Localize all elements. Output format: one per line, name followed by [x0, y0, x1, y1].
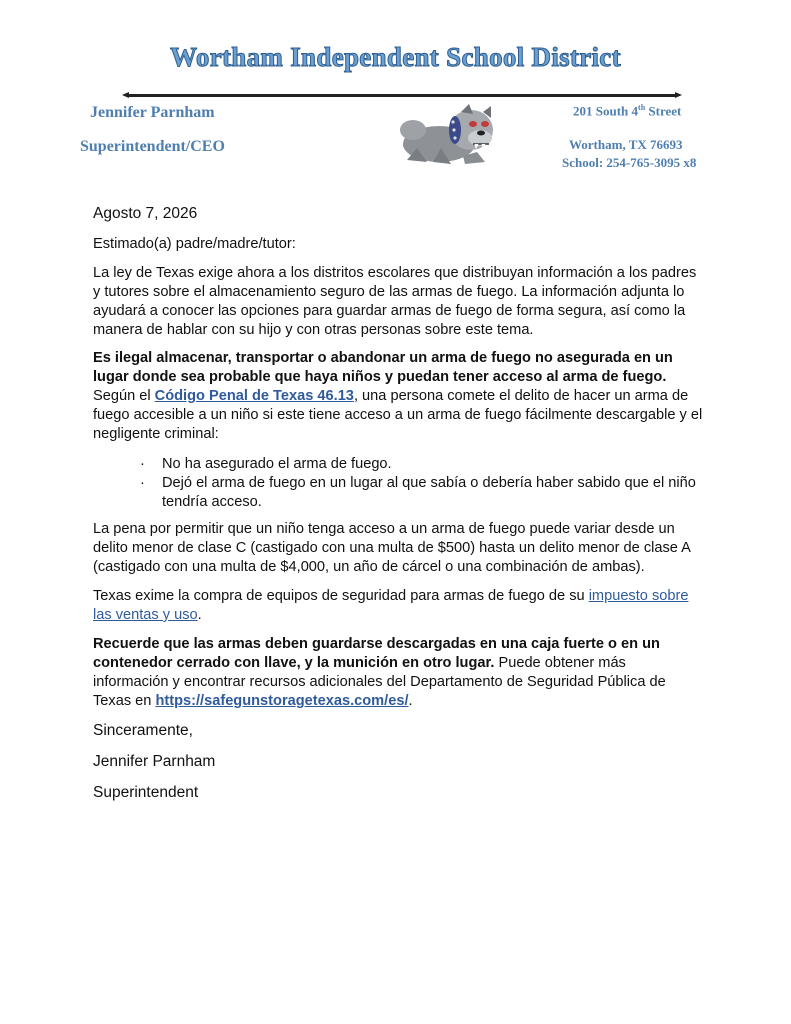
- law-text-rest: , una persona comete el delito de hacer un arma de fuego accesible a un niño si este tiene acceso a un arma de fuego fácilmente descargable y el negligente criminal:: [93, 388, 703, 442]
- address-street-number: 201 South 4: [573, 103, 639, 119]
- tax-text: Texas exime la compra de equipos de seguridad para armas de fuego de su: [93, 588, 589, 604]
- paragraph-intro-text: La ley de Texas exige ahora a los distritos escolares que distribuyan información a los padres y tutores sobre el almacenamiento seguro de las armas de fuego. La información adjunta lo ayudará a conocer las opciones para guardar armas de fuego de forma segura, así como la manera de hablar con su hijo y con otras personas sobre este tema.: [93, 265, 697, 338]
- letter-date: Agosto 7, 2026: [93, 205, 198, 222]
- superintendent-role: Superintendent/CEO: [80, 138, 225, 155]
- list-item-text: Dejó el arma de fuego en un lugar al que sabía o debería haber sabido que el niño tendría acceso.: [162, 475, 696, 510]
- list-item: [140, 474, 700, 512]
- law-text-mid: Según el: [93, 388, 155, 404]
- closing-salutation: Sinceramente,: [93, 722, 193, 739]
- superintendent-name: Jennifer Parnham: [90, 104, 215, 121]
- paragraph-penalty-text: La pena por permitir que un niño tenga acceso a un arma de fuego puede variar desde un delito menor de clase C (castigado con una multa de $500) hasta un delito menor de clase A (castigado con una multa de $4,000, un año de cárcel o una combinación de ambas).: [93, 521, 691, 575]
- bulldog-icon: [393, 100, 505, 168]
- address-street-name: Street: [645, 103, 682, 119]
- penal-code-link[interactable]: Código Penal de Texas 46.13: [154, 388, 354, 404]
- address-line-3: School: 254-765-3095 x8: [562, 155, 697, 170]
- bullet-list: [140, 455, 700, 512]
- address-street-suffix: th: [638, 103, 646, 112]
- paragraph-penalty: [93, 520, 703, 577]
- letterhead-title: Wortham Independent School District: [170, 42, 621, 72]
- bullet-dot: ·: [140, 475, 145, 491]
- address-line-2: Wortham, TX 76693: [569, 137, 683, 152]
- signer-title: Superintendent: [93, 784, 199, 801]
- signer-name: Jennifer Parnham: [93, 753, 216, 770]
- sales-tax-link[interactable]: impuesto sobre las ventas y uso: [93, 588, 689, 623]
- storage-text: Puede obtener más información y encontrar recursos adicionales del Departamento de Seguridad Pública de Texas en: [93, 655, 666, 709]
- storage-reminder-bold: Recuerde que las armas deben guardarse descargadas en una caja fuerte o en un contenedor cerrado con llave, y la munición en otro lugar.: [93, 636, 660, 671]
- paragraph-storage: [93, 635, 703, 711]
- tax-text-end: .: [197, 607, 202, 623]
- storage-text-end: .: [408, 693, 413, 709]
- letterhead-rule: [128, 94, 676, 97]
- letter-greeting: Estimado(a) padre/madre/tutor:: [93, 236, 296, 252]
- list-item: [140, 455, 700, 474]
- paragraph-intro: [93, 264, 703, 340]
- paragraph-tax: [93, 587, 703, 625]
- law-warning-bold: Es ilegal almacenar, transportar o abandonar un arma de fuego no asegurada en un lugar donde sea probable que haya niños y puedan tener acceso al arma de fuego.: [93, 350, 673, 385]
- safe-storage-link[interactable]: https://safegunstoragetexas.com/es/: [155, 693, 409, 709]
- list-item-text: No ha asegurado el arma de fuego.: [162, 456, 392, 472]
- address-line-1: [573, 103, 681, 119]
- bullet-dot: ·: [140, 456, 145, 472]
- paragraph-law: [93, 349, 703, 444]
